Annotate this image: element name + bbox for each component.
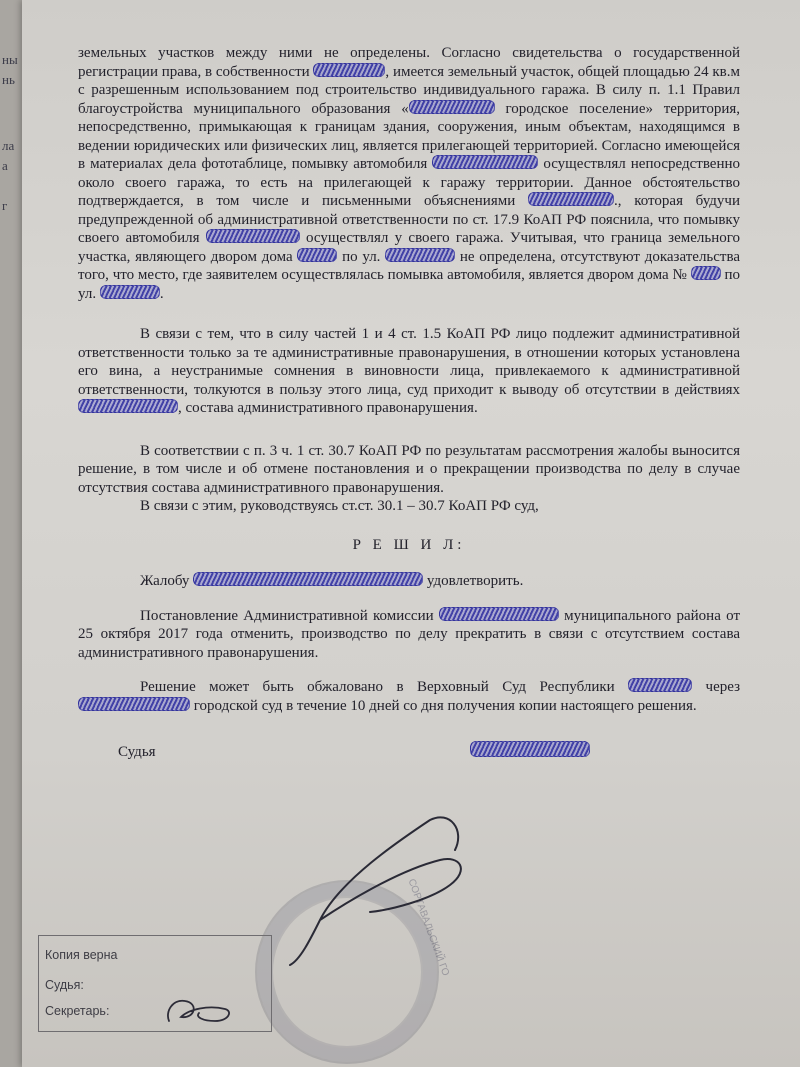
paragraph-appeal: Решение может быть обжаловано в Верховный Суд Республики через городской суд в течение 10 дней со дня получения копии настоящего решения. bbox=[78, 678, 740, 715]
decision-heading: Р Е Ш И Л: bbox=[352, 536, 466, 553]
paragraph-ruling: Постановление Административной комиссии муниципального района от 25 октября 2017 года отменить, производство по делу прекратить в связи с отсутствием состава административного правонарушения. bbox=[78, 607, 740, 661]
edge-fragment: ла bbox=[2, 138, 15, 153]
redaction-mark bbox=[206, 229, 300, 243]
paragraph-guided-by: В связи с этим, руководствуясь ст.ст. 30.1 – 30.7 КоАП РФ суд, bbox=[140, 498, 539, 514]
edge-fragment: а bbox=[2, 158, 8, 173]
judge-signature-icon bbox=[280, 800, 480, 970]
certified-copy-stamp bbox=[38, 935, 272, 1032]
previous-page-edge bbox=[0, 0, 22, 1067]
edge-fragment: нь bbox=[2, 72, 15, 87]
copy-secretary-label: Секретарь: bbox=[45, 1004, 110, 1018]
redaction-mark bbox=[313, 63, 385, 77]
redaction-mark bbox=[193, 572, 423, 586]
copy-judge-label: Судья: bbox=[45, 978, 84, 992]
redaction-mark bbox=[439, 607, 559, 621]
redaction-mark bbox=[409, 100, 495, 114]
redaction-mark bbox=[628, 678, 692, 692]
copy-true-label: Копия верна bbox=[45, 948, 118, 962]
edge-fragment: г bbox=[2, 198, 8, 213]
secretary-signature-icon bbox=[159, 991, 239, 1027]
document-body bbox=[78, 44, 740, 795]
redaction-mark bbox=[691, 266, 721, 280]
judge-label: Судья bbox=[118, 744, 156, 760]
paragraph-guilt-doubt: В связи с тем, что в силу частей 1 и 4 ст. 1.5 КоАП РФ лицо подлежит административной ответственности только за те административные правонарушения, в отношении которых установлена его вина, а неустранимые сомнения в виновности лица, привлекаемого к административной ответственности, толкуются в пользу этого лица, суд приходит к выводу об отсутствии в действиях , состава административного правонарушения. bbox=[78, 326, 740, 416]
edge-fragment: ны bbox=[2, 52, 18, 67]
redaction-mark bbox=[470, 741, 590, 757]
paragraph-complaint: Жалобу удовлетворить. bbox=[140, 573, 524, 589]
redaction-mark bbox=[385, 248, 455, 262]
paragraph-legal-basis: В соответствии с п. 3 ч. 1 ст. 30.7 КоАП РФ по результатам рассмотрения жалобы выносится решение, в том числе и об отмене постановления и о прекращении производства по делу в случае отсутствия состава административного правонарушения. bbox=[78, 442, 740, 496]
redaction-mark bbox=[528, 192, 614, 206]
redaction-mark bbox=[432, 155, 538, 169]
stamp-text: СОРТАВАЛЬСКИЙ ГО bbox=[405, 877, 451, 978]
redaction-mark bbox=[78, 399, 178, 413]
paragraph-reasoning: земельных участков между ними не определены. Согласно свидетельства о государственной регистрации права, в собственности , имеется земельный участок, общей площадью 24 кв.м с разрешенным использованием под строительство индивидуального гаража. В силу п. 1.1 Правил благоустройства муниципального образования « городское поселение» территория, непосредственно, примыкающая к границам здания, сооружения, иным объектам, находящимся в ведении юридических или физических лиц, является прилегающей территорией. Согласно имеющейся в материалах дела фототаблице, помывку автомобиля осуществлял непосредственно около своего гаража, то есть на прилегающей к гаражу территории. Данное обстоятельство подтверждается, в том числе и письменными объяснениями ., которая будучи предупрежденной об административной ответственности по ст. 17.9 КоАП РФ пояснила, что помывку своего автомобиля осуществлял у своего гаража. Учитывая, что граница земельного участка, являющего двором дома по ул. не определена, отсутствуют доказательства того, что место, где заявителем осуществлялась помывка автомобиля, является двором дома № по ул. . bbox=[78, 45, 741, 302]
judge-signature-row bbox=[78, 735, 740, 795]
redaction-mark bbox=[100, 285, 160, 299]
redaction-mark bbox=[297, 248, 337, 262]
redaction-mark bbox=[78, 697, 190, 711]
